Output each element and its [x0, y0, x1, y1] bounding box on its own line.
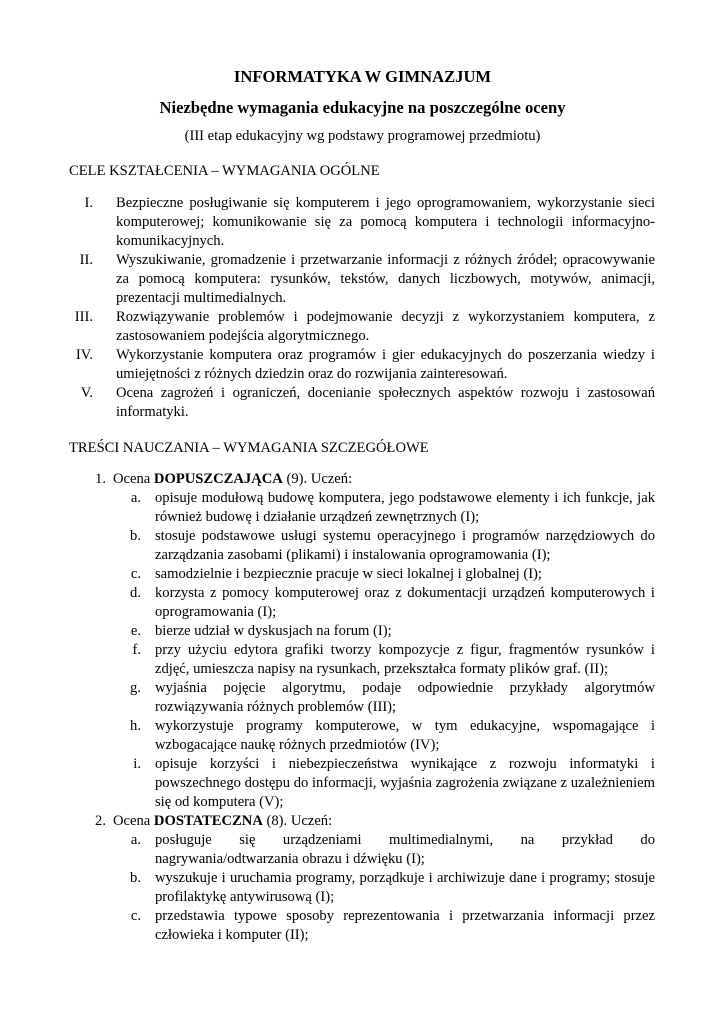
grade-name: DOPUSZCZAJĄCA — [153, 471, 283, 487]
item-text: Wykorzystanie komputera oraz programów i gier edukacyjnych do poszerzania wiedzy i umiejętności z różnych dziedzin oraz do rozwijania zainteresowań. — [116, 347, 655, 382]
item-text: wyjaśnia pojęcie algorytmu, podaje odpowiednie przykłady algorytmów rozwiązywania różnych problemów (III); — [155, 680, 655, 715]
grade-number: 1. — [95, 471, 106, 487]
list-item — [0, 308, 725, 346]
item-text: Ocena zagrożeń i ograniczeń, docenianie społecznych aspektów rozwoju i zastosowań informatyki. — [116, 385, 655, 420]
item-text: wykorzystuje programy komputerowe, w tym edukacyjne, wspomagające i wzbogacające naukę różnych przedmiotów (IV); — [155, 718, 655, 753]
item-text: przedstawia typowe sposoby reprezentowania i przetwarzania informacji przez człowieka i komputer (II); — [155, 908, 655, 943]
general-requirements-list — [0, 194, 725, 422]
list-item — [0, 251, 725, 308]
requirement-item — [0, 584, 725, 622]
item-text: bierze udział w dyskusjach na forum (I); — [155, 623, 392, 639]
item-text: posługuje się urządzeniami multimedialnymi, na przykład do nagrywania/odtwarzania obrazu i dźwięku (I); — [155, 832, 655, 867]
item-text: stosuje podstawowe usługi systemu operacyjnego i programów narzędziowych do zarządzania zasobami (plikami) i instalowania oprogramowania (I); — [155, 528, 655, 563]
requirement-item — [0, 641, 725, 679]
requirement-item — [0, 565, 725, 584]
item-letter: a. — [130, 832, 141, 848]
item-letter: b. — [130, 870, 141, 886]
grade-prefix: Ocena — [113, 471, 154, 487]
grade-prefix: Ocena — [113, 813, 154, 829]
item-letter: c. — [130, 908, 141, 924]
detailed-requirements-list — [0, 470, 725, 945]
list-item — [0, 346, 725, 384]
item-number: IV. — [75, 347, 93, 363]
item-letter: h. — [130, 718, 141, 734]
requirement-item — [0, 907, 725, 945]
grade-heading — [0, 470, 725, 489]
item-number: I. — [84, 195, 93, 211]
list-item — [0, 384, 725, 422]
section-heading-general: CELE KSZTAŁCENIA – WYMAGANIA OGÓLNE — [69, 163, 380, 179]
requirement-item — [0, 831, 725, 869]
requirement-list — [0, 489, 725, 812]
requirement-item — [0, 755, 725, 812]
requirement-list — [0, 831, 725, 945]
item-letter: a. — [130, 490, 141, 506]
item-letter: g. — [130, 680, 141, 696]
item-text: opisuje korzyści i niebezpieczeństwa wynikające z rozwoju informatyki i powszechnego dostępu do informacji, wyjaśnia zagrożenia związane z uzależnieniem się od komputera (V); — [155, 756, 655, 810]
item-letter: i. — [133, 756, 141, 772]
item-letter: e. — [130, 623, 141, 639]
grade-number: 2. — [95, 813, 106, 829]
grade-block — [0, 812, 725, 945]
item-text: Bezpieczne posługiwanie się komputerem i jego oprogramowaniem, wykorzystanie sieci komputerowej; komunikowanie się za pomocą komputera i technologii informacyjno-komunikacyjnych. — [116, 195, 655, 249]
grade-block — [0, 470, 725, 812]
document-subtitle: Niezbędne wymagania edukacyjne na poszczególne oceny — [159, 98, 566, 117]
item-text: opisuje modułową budowę komputera, jego podstawowe elementy i ich funkcje, jak również budowę i działanie urządzeń zewnętrznych (I); — [155, 490, 655, 525]
item-letter: f. — [132, 642, 141, 658]
requirement-item — [0, 717, 725, 755]
item-text: samodzielnie i bezpiecznie pracuje w sieci lokalnej i globalnej (I); — [155, 566, 542, 582]
requirement-item — [0, 527, 725, 565]
section-heading-detailed: TREŚCI NAUCZANIA – WYMAGANIA SZCZEGÓŁOWE — [69, 440, 429, 456]
grade-heading — [0, 812, 725, 831]
item-text: wyszukuje i uruchamia programy, porządkuje i archiwizuje dane i programy; stosuje profilaktykę antywirusową (I); — [155, 870, 655, 905]
item-text: Wyszukiwanie, gromadzenie i przetwarzanie informacji z różnych źródeł; opracowywanie za pomocą komputera: rysunków, tekstów, danych liczbowych, motywów, animacji, prezentacji multimedialnych. — [116, 252, 655, 306]
list-item — [0, 194, 725, 251]
requirement-item — [0, 679, 725, 717]
grade-name: DOSTATECZNA — [153, 813, 263, 829]
item-text: korzysta z pomocy komputerowej oraz z dokumentacji urządzeń komputerowych i oprogramowania (I); — [155, 585, 655, 620]
item-text: przy użyciu edytora grafiki tworzy kompozycje z figur, fragmentów rysunków i zdjęć, umieszcza napisy na rysunkach, przekształca formaty plików graf. (II); — [155, 642, 655, 677]
item-number: V. — [80, 385, 93, 401]
document-note: (III etap edukacyjny wg podstawy programowej przedmiotu) — [184, 128, 541, 144]
item-text: Rozwiązywanie problemów i podejmowanie decyzji z wykorzystaniem komputera, z zastosowaniem podejścia algorytmicznego. — [116, 309, 655, 344]
grade-suffix: (9). Uczeń: — [282, 471, 353, 487]
requirement-item — [0, 869, 725, 907]
requirement-item — [0, 622, 725, 641]
item-number: II. — [79, 252, 93, 268]
grade-suffix: (8). Uczeń: — [262, 813, 333, 829]
item-letter: c. — [130, 566, 141, 582]
document-title: INFORMATYKA W GIMNAZJUM — [233, 67, 492, 86]
item-letter: b. — [130, 528, 141, 544]
item-letter: d. — [130, 585, 141, 601]
requirement-item — [0, 489, 725, 527]
item-number: III. — [74, 309, 93, 325]
